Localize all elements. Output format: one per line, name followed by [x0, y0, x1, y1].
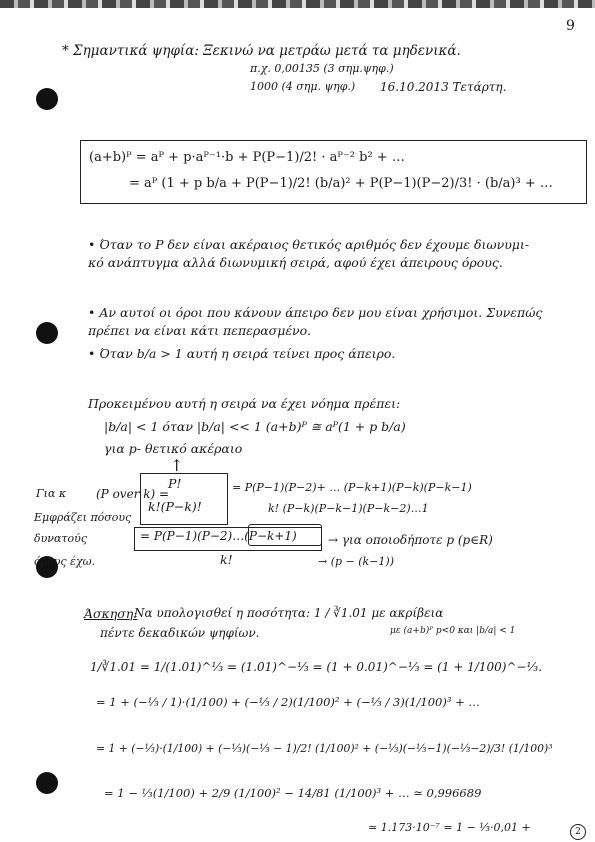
binomial-formula-box	[80, 140, 587, 204]
note-3: • Όταν b/a > 1 αυτή η σειρά τείνει προς άπειρο.	[88, 346, 396, 361]
header-date: 16.10.2013 Τετάρτη.	[380, 80, 507, 94]
page-number: 9	[566, 18, 575, 34]
header-line-1: * Σημαντικά ψηφία: Ξεκινώ να μετράω μετά τα μηδενικά.	[62, 43, 461, 59]
side-label-4: όρους έχω.	[34, 555, 96, 568]
formula-line-2: = aᴾ (1 + p b/a + P(P−1)/2! (b/a)² + P(P−1)(P−2)/3! · (b/a)³ + …	[129, 176, 553, 191]
side-label-2: Εμφράζει πόσους	[34, 511, 132, 524]
factorial-numerator: P!	[168, 476, 182, 491]
arrow-up-icon: ↑	[170, 456, 184, 475]
scan-border	[0, 0, 595, 8]
binder-hole-1	[36, 88, 58, 110]
solution-line-2: = 1 + (−⅓ / 1)·(1/100) + (−⅓ / 2)(1/100)² + (−⅓ / 3)(1/100)³ + …	[96, 695, 480, 709]
header-line-3: 1000 (4 σημ. ψηφ.)	[250, 80, 356, 93]
solution-line-4: = 1 − ⅓(1/100) + 2/9 (1/100)² − 14/81 (1/100)³ + … ≃ 0,996689	[104, 786, 482, 800]
expand-numerator: = P(P−1)(P−2)+ … (P−k+1)(P−k)(P−k−1)	[232, 481, 472, 494]
circled-number: 2	[570, 824, 586, 840]
note-2b: πρέπει να είναι κάτι πεπερασμένο.	[88, 323, 312, 338]
solution-line-1: 1/∛1.01 = 1/(1.01)^⅓ = (1.01)^−⅓ = (1 + 0.01)^−⅓ = (1 + 1/100)^−⅓.	[90, 660, 543, 674]
note-last-term: → (p − (k−1))	[318, 555, 395, 568]
exercise-task: Να υπολογισθεί η ποσότητα: 1 / ∛1.01 με ακρίβεια	[134, 606, 444, 620]
binomial-coefficient: (P over k) =	[96, 487, 170, 501]
exercise-side-note: με (a+b)ᴾ p<0 και |b/a| < 1	[390, 626, 516, 636]
general-numerator: = P(P−1)(P−2)…(P−k+1)	[140, 529, 297, 543]
factorial-denominator: k!(P−k)!	[148, 499, 202, 514]
condition-line-2: |b/a| < 1 όταν |b/a| << 1 (a+b)ᴾ ≅ aᴾ(1 + p b/a)	[104, 419, 406, 434]
exercise-task-2: πέντε δεκαδικών ψηφίων.	[100, 626, 260, 640]
expand-denominator: k! (P−k)(P−k−1)(P−k−2)…1	[268, 502, 429, 515]
general-denominator: k!	[220, 552, 233, 567]
exercise-title: Άσκηση:	[84, 606, 138, 621]
binder-hole-2	[36, 322, 58, 344]
header-line-2: π.χ. 0,00135 (3 σημ.ψηφ.)	[250, 62, 394, 75]
solution-line-3: = 1 + (−⅓)·(1/100) + (−⅓)(−⅓ − 1)/2! (1/100)² + (−⅓)(−⅓−1)(−⅓−2)/3! (1/100)³	[96, 742, 553, 755]
side-label-3: δυνατούς	[34, 532, 87, 545]
side-label-1: Για κ	[36, 487, 67, 500]
binder-hole-4	[36, 772, 58, 794]
condition-line-3: για p- θετικό ακέραιο	[104, 441, 243, 456]
note-1b: κό ανάπτυγμα αλλά διωνυμική σειρά, αφού έχει άπειρους όρους.	[88, 255, 503, 270]
note-2a: • Αν αυτοί οι όροι που κάνουν άπειρο δεν μου είναι χρήσιμοι. Συνεπώς	[88, 305, 543, 320]
condition-line-1: Προκειμένου αυτή η σειρά να έχει νόημα πρέπει:	[88, 396, 401, 411]
formula-line-1: (a+b)ᴾ = aᴾ + p·aᴾ⁻¹·b + P(P−1)/2! · aᴾ⁻² b² + …	[89, 150, 405, 165]
note-1a: • Όταν το P δεν είναι ακέραιος θετικός αριθμός δεν έχουμε διωνυμι-	[88, 237, 530, 252]
solution-line-5: ≃ 1.173·10⁻⁷ = 1 − ⅓·0,01 +	[368, 821, 531, 834]
note-any-p: → για οποιοδήποτε p (p∈R)	[328, 533, 493, 547]
